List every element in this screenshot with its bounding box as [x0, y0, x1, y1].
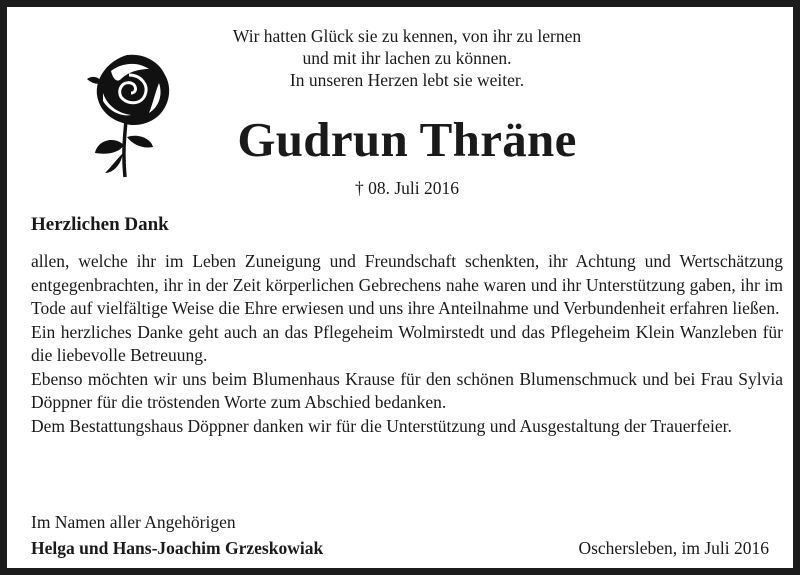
signature-intro: Im Namen aller Angehörigen: [31, 512, 236, 532]
paragraph: Dem Bestattungshaus Döppner danken wir für die Unterstützung und Ausgestaltung der Trauerfeier.: [31, 415, 732, 436]
signature-names: Helga und Hans-Joachim Grzeskowiak: [31, 538, 324, 558]
motto-line: Wir hatten Glück sie zu kennen, von ihr zu lernen: [232, 26, 582, 46]
signature-block: [31, 509, 323, 561]
death-date: † 08. Juli 2016: [354, 178, 460, 198]
motto: [167, 25, 647, 91]
motto-line: und mit ihr lachen zu können.: [302, 48, 512, 68]
motto-line: In unseren Herzen lebt sie weiter.: [289, 70, 525, 90]
thanks-body: [31, 250, 783, 438]
paragraph: allen, welche ihr im Leben Zuneigung und Freundschaft schenkten, ihr Achtung und Wertschätzung entgegenbrachten, ihr in der Zeit körperlichen Gebrechens nahe waren und ihr Unterstützung gaben, ihr im Tode auf vielfältige Weise die Ehre erwiesen und uns ihre Anteilnahme und Verbundenheit erfahren ließen.: [31, 251, 783, 318]
place-date: Oschersleben, im Juli 2016: [578, 538, 769, 558]
thanks-heading: Herzlichen Dank: [31, 214, 169, 235]
deceased-name: Gudrun Thräne: [237, 112, 577, 167]
paragraph: Ebenso möchten wir uns beim Blumenhaus Krause für den schönen Blumenschmuck und bei Frau Sylvia Döppner für die tröstenden Worte zum Abschied bedanken.: [31, 368, 783, 412]
paragraph: Ein herzliches Danke geht auch an das Pflegeheim Wolmirstedt und das Pflegeheim Klein Wanzleben für die liebevolle Betreuung.: [31, 321, 783, 365]
